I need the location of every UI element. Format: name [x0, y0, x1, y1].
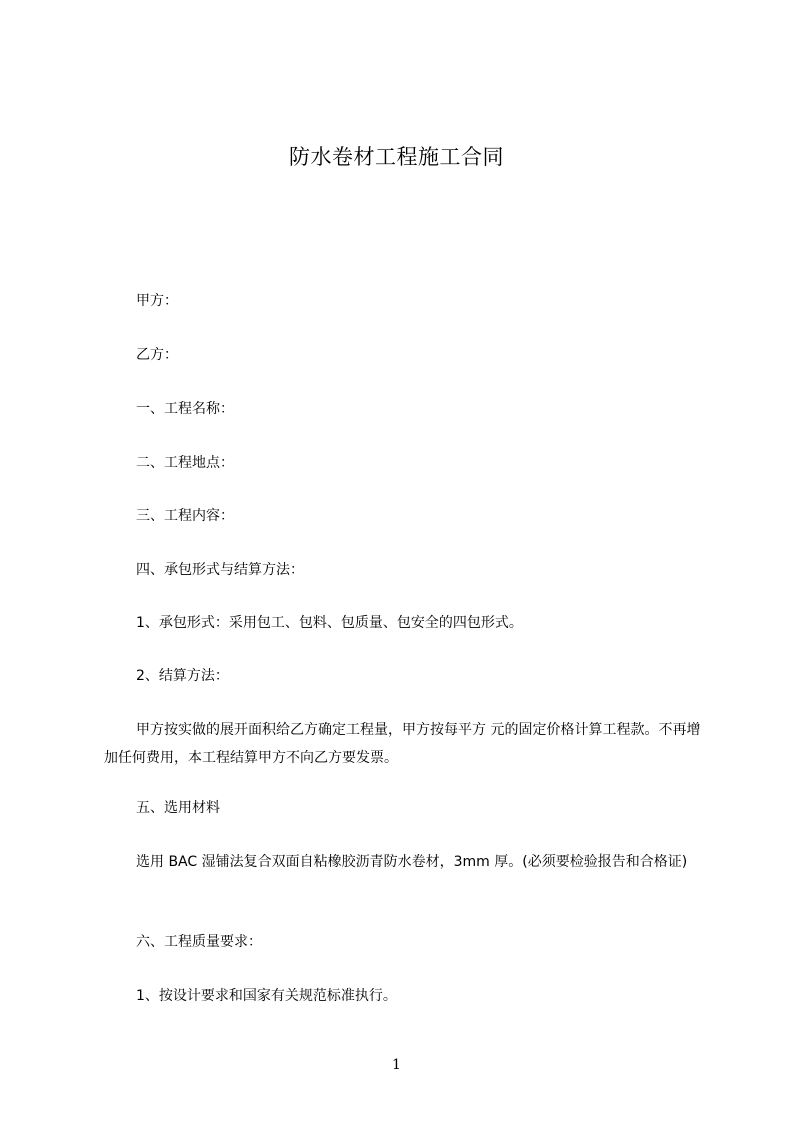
party-b-label: 乙方：	[136, 347, 178, 363]
materials-paragraph: 选用 BAC 湿铺法复合双面自粘橡胶沥青防水卷材，3mm 厚。(必须要检验报告和合格证)	[136, 854, 688, 870]
contract-settlement-heading: 四、承包形式与结算方法：	[136, 562, 304, 578]
quality-requirements-heading: 六、工程质量要求：	[136, 934, 262, 950]
quality-requirement-item: 1、按设计要求和国家有关规范标准执行。	[136, 988, 397, 1004]
document-title: 防水卷材工程施工合同	[289, 145, 504, 169]
settlement-method-heading: 2、结算方法：	[136, 668, 229, 684]
page-number: 1	[392, 1057, 401, 1073]
project-content-heading: 三、工程内容：	[136, 508, 234, 524]
party-a-label: 甲方：	[136, 293, 178, 309]
project-name-heading: 一、工程名称：	[136, 401, 234, 417]
settlement-paragraph: 甲方按实做的展开面积给乙方确定工程量，甲方按每平方 元的固定价格计算工程款。不再增加任何费用，本工程结算甲方不向乙方要发票。	[104, 722, 701, 766]
contract-form-clause: 1、承包形式：采用包工、包料、包质量、包安全的四包形式。	[136, 615, 523, 631]
project-location-heading: 二、工程地点：	[136, 455, 234, 471]
materials-heading: 五、选用材料	[136, 800, 220, 816]
